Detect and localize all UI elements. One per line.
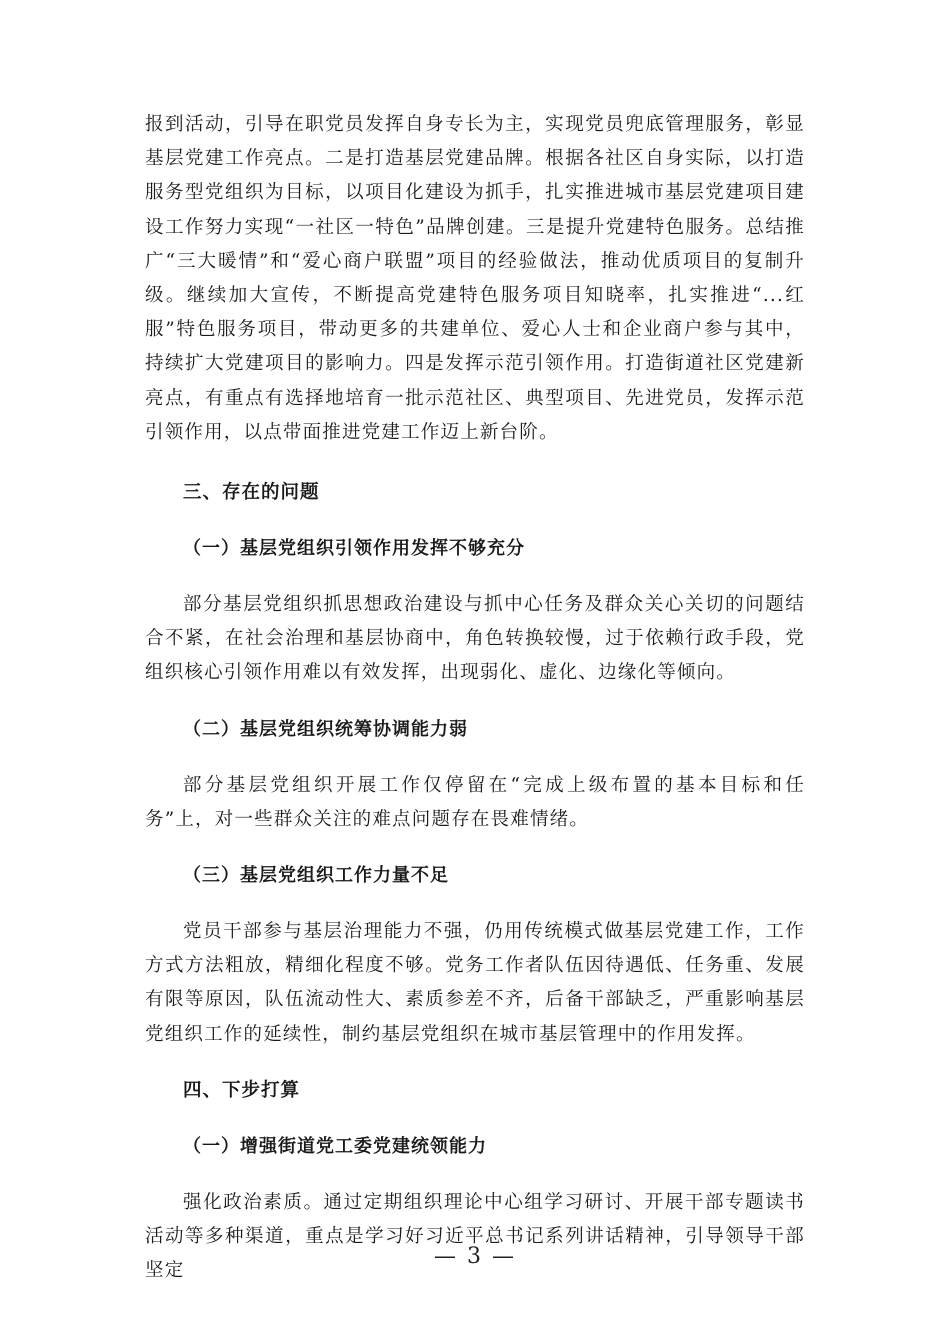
paragraph-workforce: 党员干部参与基层治理能力不强，仍用传统模式做基层党建工作，工作方式方法粗放，精细化程度不够。党务工作者队伍因待遇低、任务重、发展有限等原因，队伍流动性大、素质参差不齐，后备干部缺乏，严重影响基层党组织工作的延续性，制约基层党组织在城市基层管理中的作用发挥。 — [145, 921, 805, 1045]
subheading-leading-role: （一）基层党组织引领作用发挥不够充分 — [183, 538, 525, 560]
subheading-coordination: （二）基层党组织统筹协调能力弱 — [183, 718, 468, 740]
section-heading-next-steps: 四、下步打算 — [183, 1079, 301, 1101]
paragraph-coordination: 部分基层党组织开展工作仅停留在“完成上级布置的基本目标和任务”上，对一些群众关注的难点问题存在畏难情绪。 — [145, 774, 805, 830]
document-body — [145, 108, 805, 1288]
section-heading-problems: 三、存在的问题 — [183, 482, 320, 504]
paragraph-party-leadership: 强化政治素质。通过定期组织理论中心组学习研讨、开展干部专题读书活动等多种渠道，重点是学习好习近平总书记系列讲话精神，引导领导干部坚定 — [145, 1191, 805, 1282]
paragraph-leading-role: 部分基层党组织抓思想政治建设与抓中心任务及群众关心关切的问题结合不紧，在社会治理和基层协商中，角色转换较慢，过于依赖行政手段，党组织核心引领作用难以有效发挥，出现弱化、虚化、边缘化等倾向。 — [145, 594, 805, 684]
subheading-workforce: （三）基层党组织工作力量不足 — [183, 865, 449, 887]
subheading-party-leadership: （一）增强街道党工委党建统领能力 — [183, 1135, 487, 1157]
page-number: — 3 — — [434, 1244, 516, 1269]
paragraph-intro: 报到活动，引导在职党员发挥自身专长为主，实现党员兜底管理服务，彰显基层党建工作亮点。二是打造基层党建品牌。根据各社区自身实际，以打造服务型党组织为目标，以项目化建设为抓手，扎实推进城市基层党建项目建设工作努力实现“一社区一特色”品牌创建。三是提升党建特色服务。总结推广“三大暖情”和“爱心商户联盟”项目的经验做法，推动优质项目的复制升级。继续加大宣传，不断提高党建特色服务项目知晓率，扎实推进“...红服”特色服务项目，带动更多的共建单位、爱心人士和企业商户参与其中，持续扩大党建项目的影响力。四是发挥示范引领作用。打造街道社区党建新亮点，有重点有选择地培育一批示范社区、典型项目、先进党员，发挥示范引领作用，以点带面推进党建工作迈上新台阶。 — [145, 114, 805, 443]
